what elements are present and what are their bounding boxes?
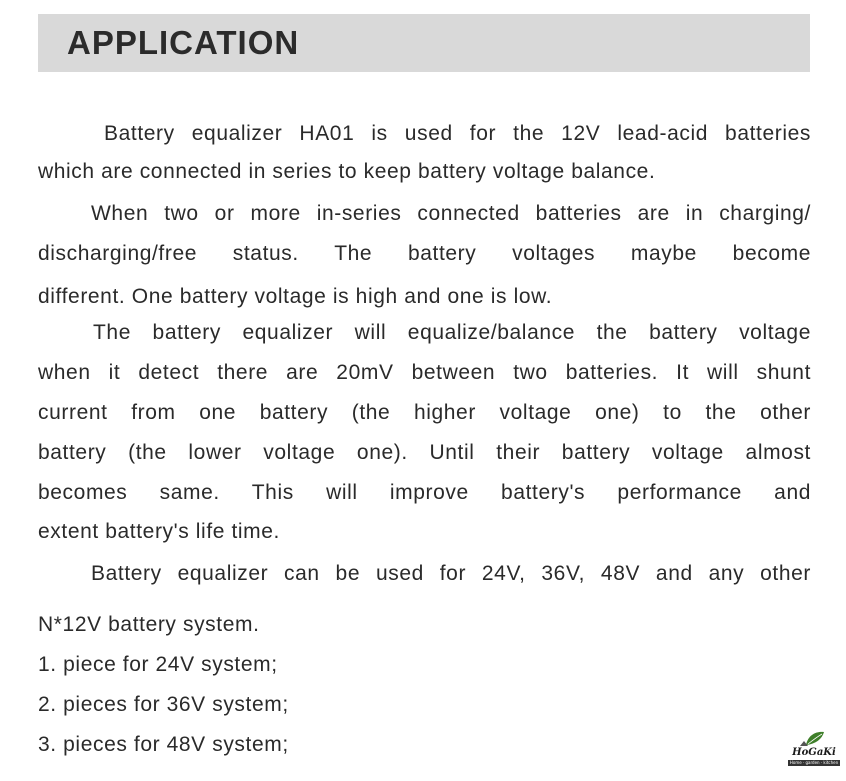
list-item-2: 2. pieces for 36V system;: [38, 693, 289, 716]
paragraph-line-10: becomes same. This will improve battery's performance and: [38, 481, 811, 504]
leaf-icon: [786, 729, 842, 749]
paragraph-line-7: when it detect there are 20mV between two batteries. It will shunt: [38, 361, 811, 384]
paragraph-line-6: The battery equalizer will equalize/balance the battery voltage: [93, 321, 811, 344]
paragraph-line-13: N*12V battery system.: [38, 613, 260, 636]
paragraph-line-5: different. One battery voltage is high and one is low.: [38, 285, 553, 308]
list-item-1: 1. piece for 24V system;: [38, 653, 278, 676]
paragraph-line-1: Battery equalizer HA01 is used for the 12V lead-acid batteries: [104, 122, 811, 145]
hogaki-logo: [786, 729, 842, 769]
paragraph-line-3: When two or more in-series connected batteries are in charging/: [91, 202, 811, 225]
paragraph-line-2: which are connected in series to keep battery voltage balance.: [38, 160, 656, 183]
paragraph-line-11: extent battery's life time.: [38, 520, 280, 543]
logo-wordmark: HoGaKi: [792, 747, 836, 758]
list-item-3: 3. pieces for 48V system;: [38, 733, 289, 756]
page-title: APPLICATION: [67, 24, 300, 61]
paragraph-line-4: discharging/free status. The battery voltages maybe become: [38, 242, 811, 265]
header-band: [38, 14, 810, 72]
paragraph-line-8: current from one battery (the higher voltage one) to the other: [38, 401, 811, 424]
paragraph-line-12: Battery equalizer can be used for 24V, 36V, 48V and any other: [91, 562, 811, 585]
logo-tagline: Home · garden · kitchen: [789, 760, 839, 765]
paragraph-line-9: battery (the lower voltage one). Until their battery voltage almost: [38, 441, 811, 464]
